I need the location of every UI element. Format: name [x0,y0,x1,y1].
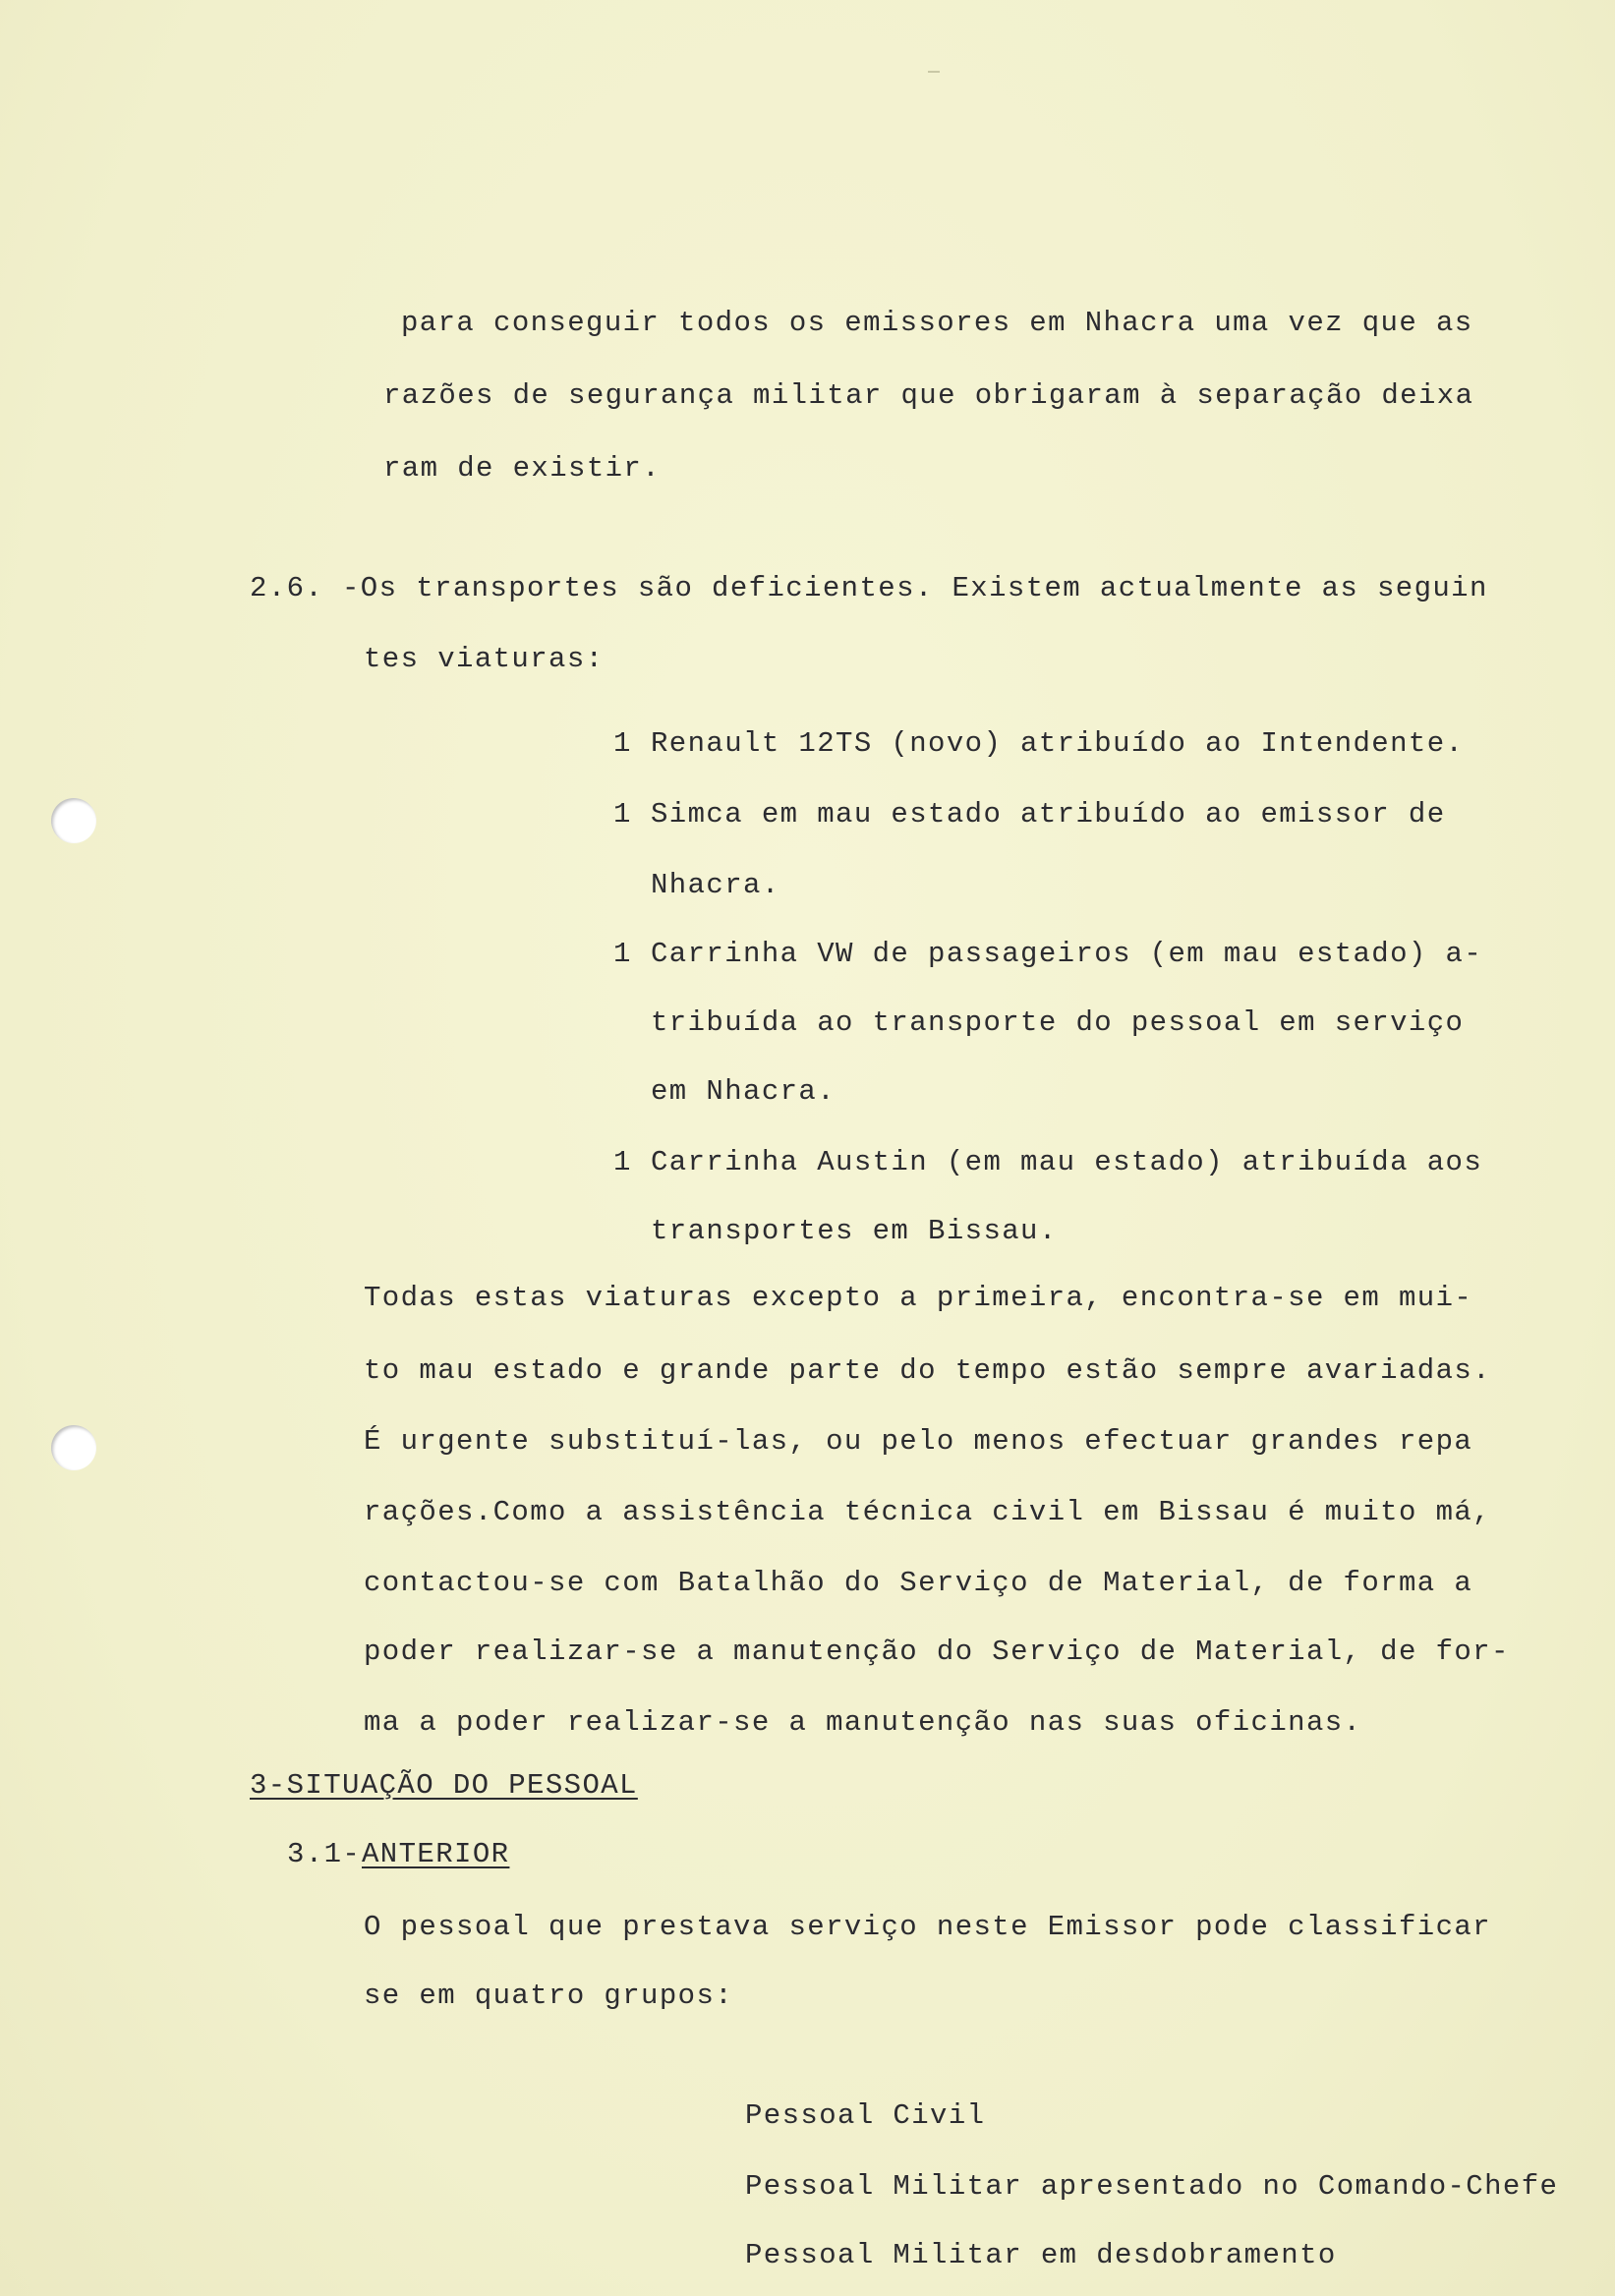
subsection-heading: ANTERIOR [362,1838,510,1870]
vehicle-qty: 1 [613,938,632,970]
group-item: Pessoal Civil [745,2099,986,2132]
group-item: Pessoal Militar apresentado no Comando-Chefe [745,2170,1559,2203]
subsection-number: 3.1- [287,1838,362,1870]
body-line: É urgente substituí-las, ou pelo menos efectuar grandes repa [364,1425,1473,1458]
vehicle-qty: 1 [613,798,632,831]
body-line: ma a poder realizar-se a manutenção nas suas oficinas. [364,1706,1362,1739]
section-line: -Os transportes são deficientes. Existem actualmente as seguin [342,572,1488,604]
vehicle-line: Carrinha VW de passageiros (em mau estado) a- [651,938,1483,970]
body-line: poder realizar-se a manutenção do Serviço de Material, de for- [364,1636,1510,1668]
section-line: tes viaturas: [364,643,605,675]
body-line: contactou-se com Batalhão do Serviço de Material, de forma a [364,1567,1473,1599]
section-number: 2.6. [250,572,324,604]
para-line: ram de existir. [383,452,662,485]
para-line: razões de segurança militar que obrigaram à separação deixa [383,379,1474,412]
vehicle-line: Renault 12TS (novo) atribuído ao Intendente. [651,727,1465,760]
vehicle-line: Simca em mau estado atribuído ao emissor de [651,798,1446,831]
vehicle-qty: 1 [613,727,632,760]
punch-hole-top [51,798,96,843]
body-line: O pessoal que prestava serviço neste Emissor pode classificar [364,1911,1491,1943]
punch-hole-bottom [51,1425,96,1470]
vehicle-qty: 1 [613,1146,632,1178]
vehicle-line: Nhacra. [651,869,780,901]
page-mark [928,71,940,73]
vehicle-line: transportes em Bissau. [651,1215,1058,1247]
vehicle-line: tribuída ao transporte do pessoal em serviço [651,1006,1465,1039]
group-item: Pessoal Militar em desdobramento [745,2239,1337,2271]
vehicle-line: em Nhacra. [651,1075,836,1108]
body-line: se em quatro grupos: [364,1980,734,2012]
vehicle-line: Carrinha Austin (em mau estado) atribuída aos [651,1146,1483,1178]
body-line: to mau estado e grande parte do tempo estão sempre avariadas. [364,1354,1491,1387]
body-line: Todas estas viaturas excepto a primeira, encontra-se em mui- [364,1282,1473,1314]
section-heading: 3-SITUAÇÃO DO PESSOAL [250,1769,638,1802]
para-line: para conseguir todos os emissores em Nhacra uma vez que as [401,307,1473,339]
body-line: rações.Como a assistência técnica civil em Bissau é muito má, [364,1496,1491,1528]
